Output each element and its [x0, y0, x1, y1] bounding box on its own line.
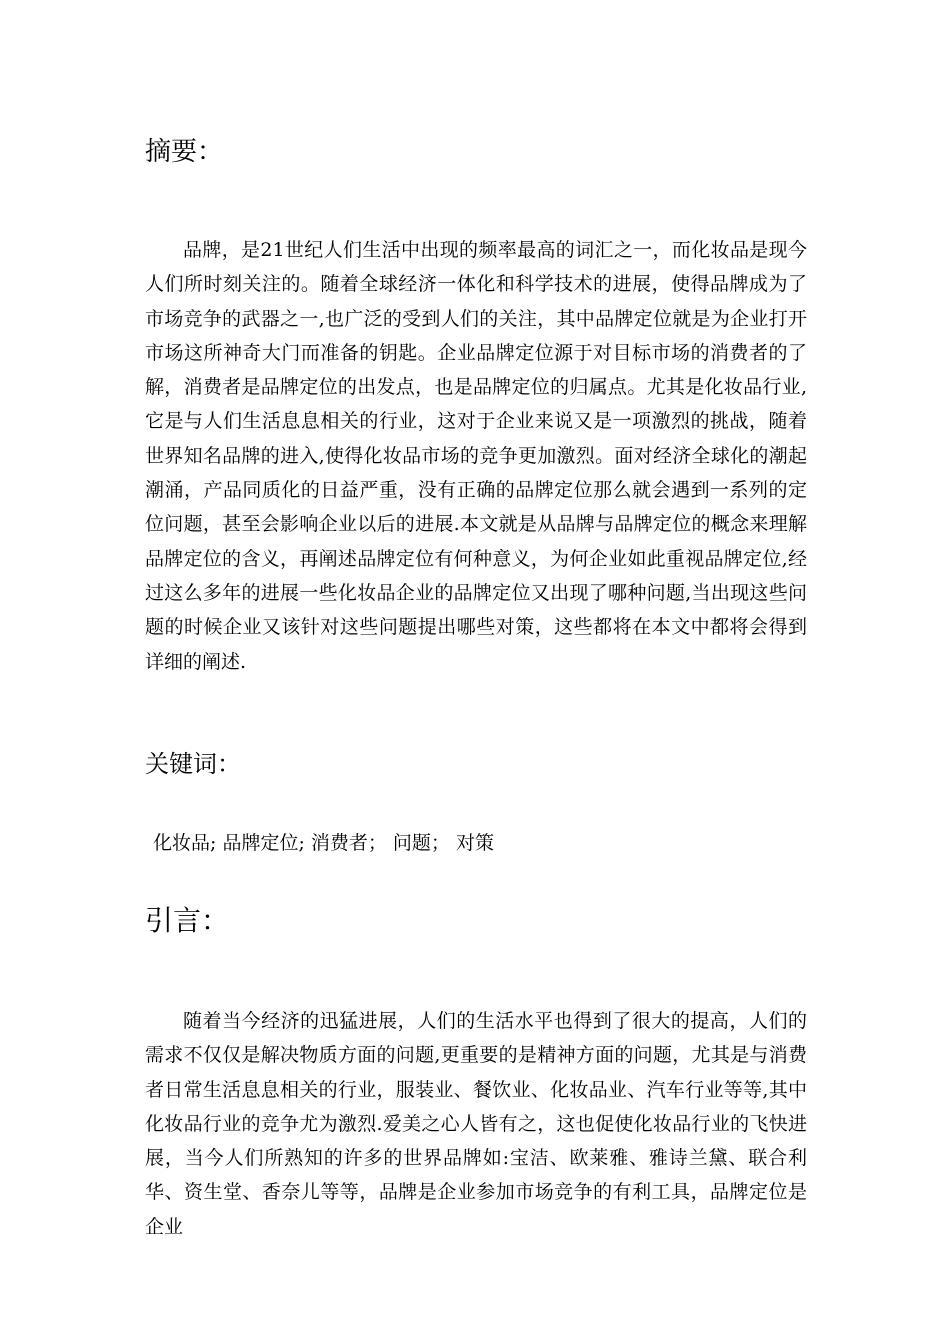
abstract-heading: 摘要： — [145, 137, 224, 167]
introduction-paragraph: 随着当今经济的迅猛进展，人们的生活水平也得到了很大的提高，人们的需求不仅仅是解决物质方面的问题,更重要的是精神方面的问题，尤其是与消费者日常生活息息相关的行业，服装业、餐饮业、化妆品业、汽车行业等等,其中化妆品行业的竞争尤为激烈.爱美之心人皆有之，这也促使化妆品行业的飞快进展，当今人们所熟知的许多的世界品牌如:宝洁、欧莱雅、雅诗兰黛、联合利华、资生堂、香奈儿等等，品牌是企业参加市场竞争的有利工具，品牌定位是企业 — [145, 1010, 807, 1238]
abstract-paragraph: 品牌，是21世纪人们生活中出现的频率最高的词汇之一，而化妆品是现今人们所时刻关注的。随着全球经济一体化和科学技术的进展，使得品牌成为了市场竞争的武器之一,也广泛的受到人们的关注，其中品牌定位就是为企业打开市场这所神奇大门而准备的钥匙。企业品牌定位源于对目标市场的消费者的了解，消费者是品牌定位的出发点，也是品牌定位的归属点。尤其是化妆品行业,它是与人们生活息息相关的行业，这对于企业来说又是一项激烈的挑战，随着世界知名品牌的进入,使得化妆品市场的竞争更加激烈。面对经济全球化的潮起潮涌，产品同质化的日益严重，没有正确的品牌定位那么就会遇到一系列的定位问题，甚至会影响企业以后的进展.本文就是从品牌与品牌定位的概念来理解品牌定位的含义，再阐述品牌定位有何种意义，为何企业如此重视品牌定位,经过这么多年的进展一些化妆品企业的品牌定位又出现了哪种问题,当出现这些问题的时候企业又该针对这些问题提出哪些对策，这些都将在本文中都将会得到详细的阐述. — [145, 239, 807, 673]
introduction-heading: 引言： — [145, 904, 230, 937]
keywords-text: 化妆品; 品牌定位; 消费者； 问题； 对策 — [153, 832, 494, 854]
keywords-heading: 关键词： — [145, 750, 241, 778]
